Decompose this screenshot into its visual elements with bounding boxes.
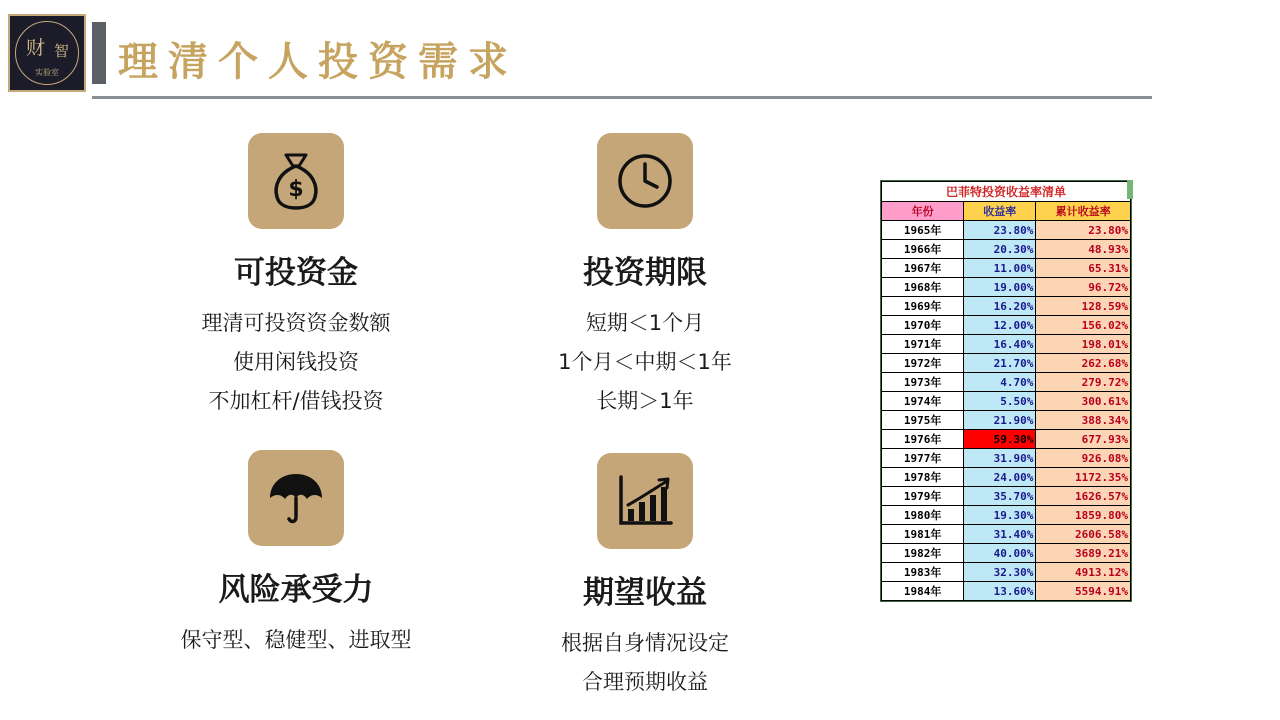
cell-year: 1971年 (882, 335, 964, 354)
table-row (882, 316, 1131, 335)
cell-annual-return: 31.90% (964, 449, 1036, 468)
sheet-tab-marker (1127, 180, 1133, 199)
table-row (882, 411, 1131, 430)
feature-line: 理清可投资资金数额 (201, 311, 391, 335)
cell-cumulative-return: 96.72% (1036, 278, 1131, 297)
cell-annual-return: 35.70% (964, 487, 1036, 506)
cell-year: 1983年 (882, 563, 964, 582)
cell-year: 1978年 (882, 468, 964, 487)
buffett-returns-table (880, 180, 1132, 602)
cell-annual-return: 21.70% (964, 354, 1036, 373)
logo-subtitle: 实验室 (35, 68, 59, 77)
cell-year: 1984年 (882, 582, 964, 601)
feature-line: 保守型、稳健型、进取型 (180, 628, 412, 652)
table-row (882, 240, 1131, 259)
cell-cumulative-return: 300.61% (1036, 392, 1131, 411)
cell-annual-return: 4.70% (964, 373, 1036, 392)
cell-year: 1975年 (882, 411, 964, 430)
page-title: 理清个人投资需求 (118, 39, 518, 85)
cell-annual-return: 32.30% (964, 563, 1036, 582)
cell-annual-return: 20.30% (964, 240, 1036, 259)
feature-line: 合理预期收益 (582, 670, 708, 695)
returns-table (881, 181, 1131, 601)
feature-line: 根据自身情况设定 (561, 631, 729, 655)
logo-circle (15, 21, 79, 85)
cell-annual-return: 16.20% (964, 297, 1036, 316)
title-accent-bar (92, 22, 106, 84)
cell-annual-return: 11.00% (964, 259, 1036, 278)
money-bag-icon (248, 133, 344, 229)
brand-logo (8, 14, 86, 92)
cell-cumulative-return: 279.72% (1036, 373, 1131, 392)
column-header-cumulative: 累计收益率 (1036, 202, 1131, 221)
cell-annual-return: 19.30% (964, 506, 1036, 525)
cell-cumulative-return: 23.80% (1036, 221, 1131, 240)
cell-cumulative-return: 262.68% (1036, 354, 1131, 373)
cell-annual-return: 31.40% (964, 525, 1036, 544)
cell-cumulative-return: 388.34% (1036, 411, 1131, 430)
cell-cumulative-return: 156.02% (1036, 316, 1131, 335)
cell-cumulative-return: 65.31% (1036, 259, 1131, 278)
table-title: 巴菲特投资收益率清单 (882, 182, 1131, 202)
feature-title: 可投资金 (234, 255, 358, 291)
cell-year: 1982年 (882, 544, 964, 563)
cell-year: 1981年 (882, 525, 964, 544)
feature-block-horizon (480, 133, 810, 421)
title-divider (92, 96, 1152, 99)
feature-lines (131, 304, 461, 421)
cell-year: 1966年 (882, 240, 964, 259)
table-row (882, 430, 1131, 449)
table-row (882, 392, 1131, 411)
cell-cumulative-return: 4913.12% (1036, 563, 1131, 582)
feature-title: 风险承受力 (218, 572, 374, 608)
column-header-rate: 收益率 (964, 202, 1036, 221)
column-header-year: 年份 (882, 202, 964, 221)
cell-year: 1979年 (882, 487, 964, 506)
cell-annual-return: 21.90% (964, 411, 1036, 430)
feature-lines (480, 304, 810, 421)
cell-annual-return: 12.00% (964, 316, 1036, 335)
feature-lines (131, 621, 461, 660)
feature-block-funds (131, 133, 461, 421)
cell-year: 1976年 (882, 430, 964, 449)
feature-line: 使用闲钱投资 (233, 350, 359, 375)
feature-line: 短期＜1个月 (585, 311, 705, 335)
cell-annual-return: 23.80% (964, 221, 1036, 240)
cell-annual-return: 13.60% (964, 582, 1036, 601)
cell-cumulative-return: 3689.21% (1036, 544, 1131, 563)
feature-line: 长期＞1年 (596, 389, 694, 414)
cell-annual-return: 40.00% (964, 544, 1036, 563)
table-row (882, 221, 1131, 240)
table-row (882, 449, 1131, 468)
cell-year: 1972年 (882, 354, 964, 373)
feature-lines (480, 624, 810, 702)
logo-char-second: 智 (53, 42, 69, 60)
cell-annual-return: 24.00% (964, 468, 1036, 487)
table-row (882, 506, 1131, 525)
cell-cumulative-return: 198.01% (1036, 335, 1131, 354)
table-row (882, 468, 1131, 487)
table-row (882, 259, 1131, 278)
table-row (882, 582, 1131, 601)
table-row (882, 297, 1131, 316)
table-row (882, 335, 1131, 354)
logo-char-main: 财 (26, 37, 46, 59)
feature-line: 1个月＜中期＜1年 (558, 350, 732, 375)
cell-cumulative-return: 5594.91% (1036, 582, 1131, 601)
table-row (882, 487, 1131, 506)
cell-annual-return: 59.30% (964, 430, 1036, 449)
svg-text:$: $ (288, 177, 304, 202)
feature-block-return (480, 453, 810, 702)
cell-year: 1980年 (882, 506, 964, 525)
growth-chart-icon (597, 453, 693, 549)
cell-year: 1970年 (882, 316, 964, 335)
cell-annual-return: 5.50% (964, 392, 1036, 411)
table-row (882, 278, 1131, 297)
feature-line: 不加杠杆/借钱投资 (208, 389, 384, 414)
cell-year: 1974年 (882, 392, 964, 411)
cell-cumulative-return: 1626.57% (1036, 487, 1131, 506)
cell-year: 1965年 (882, 221, 964, 240)
table-row (882, 544, 1131, 563)
cell-cumulative-return: 1172.35% (1036, 468, 1131, 487)
cell-cumulative-return: 1859.80% (1036, 506, 1131, 525)
cell-year: 1973年 (882, 373, 964, 392)
table-row (882, 354, 1131, 373)
table-title-row (882, 182, 1131, 202)
feature-block-risk (131, 450, 461, 660)
cell-cumulative-return: 926.08% (1036, 449, 1131, 468)
feature-title: 投资期限 (583, 255, 707, 291)
table-header-row (882, 202, 1131, 221)
cell-annual-return: 16.40% (964, 335, 1036, 354)
cell-cumulative-return: 677.93% (1036, 430, 1131, 449)
cell-year: 1977年 (882, 449, 964, 468)
table-row (882, 563, 1131, 582)
cell-year: 1968年 (882, 278, 964, 297)
cell-year: 1967年 (882, 259, 964, 278)
cell-cumulative-return: 128.59% (1036, 297, 1131, 316)
clock-icon (597, 133, 693, 229)
feature-title: 期望收益 (583, 575, 707, 611)
cell-year: 1969年 (882, 297, 964, 316)
table-row (882, 373, 1131, 392)
table-row (882, 525, 1131, 544)
cell-annual-return: 19.00% (964, 278, 1036, 297)
umbrella-icon (248, 450, 344, 546)
cell-cumulative-return: 2606.58% (1036, 525, 1131, 544)
cell-cumulative-return: 48.93% (1036, 240, 1131, 259)
